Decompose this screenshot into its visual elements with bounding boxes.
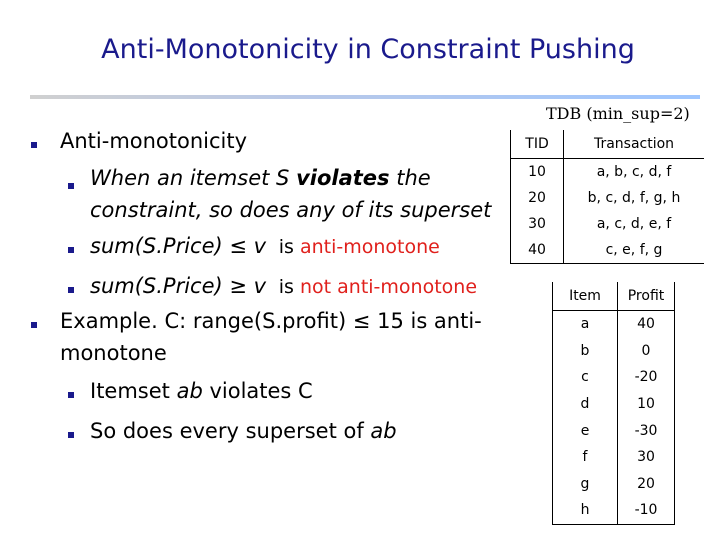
tdb-label: TDB (min_sup=2) — [546, 104, 690, 123]
table-cell: a — [553, 311, 618, 338]
table-cell: f — [553, 444, 618, 471]
table-cell: 10 — [511, 159, 564, 186]
table-cell: 40 — [511, 237, 564, 264]
table-cell: c — [553, 364, 618, 391]
table-row — [511, 159, 705, 186]
table-cell: 30 — [637, 449, 655, 466]
table-cell: d — [553, 391, 618, 418]
table-cell: b — [553, 338, 618, 365]
sub-bullet-sum-le — [90, 234, 440, 258]
bullet-square-icon — [31, 322, 37, 328]
table-row — [553, 391, 675, 418]
table-cell: 0 — [641, 342, 651, 359]
formula: sum(S.Price) ≤ v — [90, 234, 267, 258]
slide-title: Anti-Monotonicity in Constraint Pushing — [101, 34, 635, 65]
table-row — [553, 417, 675, 444]
table-header-row — [553, 282, 675, 311]
table-cell: -20 — [634, 369, 658, 386]
text-fragment-italic: ab — [176, 379, 203, 403]
table-cell: -30 — [634, 422, 658, 439]
bullet-square-icon — [68, 392, 74, 398]
column-header-tid: TID — [511, 130, 564, 159]
bullet-square-icon — [31, 142, 37, 148]
bullet-square-icon — [68, 432, 74, 438]
text-fragment: is — [278, 276, 300, 298]
title-divider — [30, 95, 700, 99]
column-header-item: Item — [553, 282, 618, 311]
text-fragment: violates C — [202, 379, 313, 403]
table-cell: e — [553, 417, 618, 444]
text-fragment: the — [389, 166, 431, 190]
bullet-square-icon — [68, 183, 74, 189]
table-row — [553, 364, 675, 391]
column-header-transaction: Transaction — [564, 130, 705, 159]
table-cell: 10 — [637, 396, 655, 413]
bullet-square-icon — [68, 247, 74, 253]
table-cell: -10 — [634, 502, 658, 519]
sub-bullet-sum-ge — [90, 274, 477, 298]
table-row — [511, 237, 705, 264]
highlight-red: not anti-monotone — [299, 276, 478, 298]
sub-bullet-violates-line2: constraint, so does any of its superset — [90, 198, 492, 222]
highlight-red: anti-monotone — [299, 236, 440, 258]
table-cell: c, e, f, g — [564, 237, 705, 264]
table-cell: 40 — [637, 316, 655, 333]
tdb-table — [510, 130, 704, 264]
sub-bullet-superset-ab — [90, 419, 397, 443]
bullet-example-line1: Example. C: range(S.profit) ≤ 15 is anti- — [60, 309, 482, 333]
text-fragment: When an itemset S — [90, 166, 297, 190]
table-cell: 30 — [511, 211, 564, 237]
column-header-profit: Profit — [618, 282, 675, 311]
table-cell: 20 — [511, 185, 564, 211]
text-fragment: Itemset — [90, 379, 177, 403]
text-fragment-italic: ab — [370, 419, 397, 443]
text-fragment: is — [278, 236, 300, 258]
table-row — [511, 185, 705, 211]
bullet-example-line2: monotone — [60, 341, 167, 365]
table-row — [553, 338, 675, 365]
formula: sum(S.Price) ≥ v — [90, 274, 267, 298]
table-cell: 20 — [637, 475, 655, 492]
text-fragment-bold: violates — [296, 166, 390, 190]
text-fragment: So does every superset of — [90, 419, 371, 443]
table-cell: g — [553, 471, 618, 498]
table-row — [553, 471, 675, 498]
sub-bullet-violates-line1 — [90, 166, 431, 190]
profit-table — [552, 282, 675, 525]
bullet-anti-monotonicity: Anti-monotonicity — [60, 129, 248, 153]
bullet-square-icon — [68, 287, 74, 293]
table-row — [553, 497, 675, 524]
table-cell: a, c, d, e, f — [596, 216, 672, 232]
table-cell: h — [553, 497, 618, 524]
table-row — [553, 311, 675, 338]
table-header-row — [511, 130, 705, 159]
table-row — [511, 211, 705, 237]
table-cell: b, c, d, f, g, h — [587, 190, 681, 206]
table-cell: a, b, c, d, f — [596, 164, 672, 180]
sub-bullet-itemset-ab — [90, 379, 313, 403]
table-row — [553, 444, 675, 471]
